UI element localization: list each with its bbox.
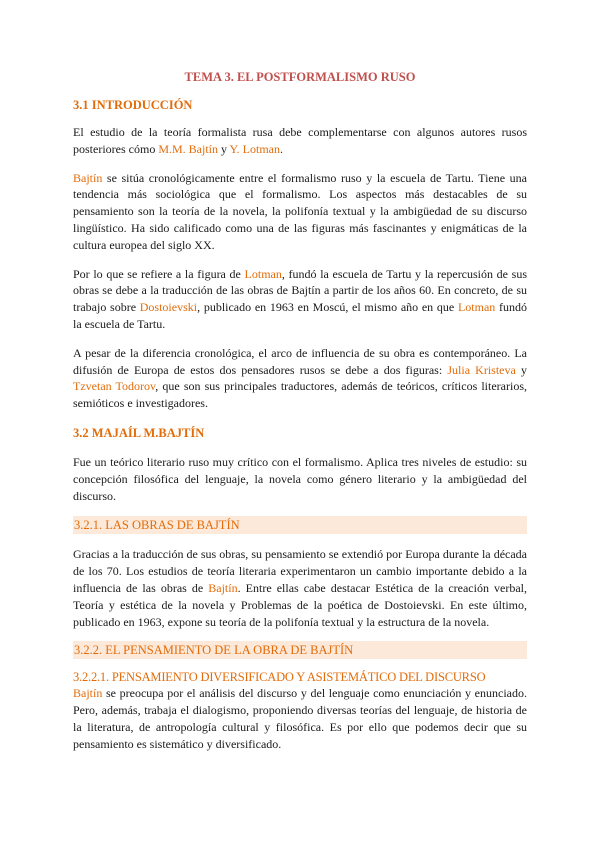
- paragraph-bajtin-intro: [73, 170, 527, 254]
- text-run: y: [515, 362, 528, 377]
- author-link-bajtin: Bajtín: [208, 580, 238, 595]
- text-run: .: [280, 141, 283, 156]
- page-title: TEMA 3. EL POSTFORMALISMO RUSO: [184, 70, 416, 84]
- paragraph-influencia: [73, 345, 527, 412]
- author-link-bajtin: M.M. Bajtín: [158, 141, 218, 156]
- paragraph-bajtin-teorico: Fue un teórico literario ruso muy crítico con el formalismo. Aplica tres niveles de estudio: su concepción filosófica del lenguaje, la novela como género literario y la ambigüedad del discurso.: [73, 454, 527, 503]
- author-link-bajtin: Bajtín: [73, 686, 103, 701]
- author-link-lotman: Lotman: [457, 300, 496, 315]
- author-link-lotman: Y. Lotman: [229, 141, 280, 156]
- text-run: El estudio de la teoría formalista rusa debe complementarse con algunos autores rusos posteriores cómo: [73, 125, 527, 156]
- author-link-bajtin: Bajtín: [73, 170, 103, 185]
- text-run: , que son sus principales traductores, además de teóricos, críticos literarios, semióticos e investigadores.: [73, 379, 528, 411]
- section-heading-bajtin: 3.2 MAJAÍL M.BAJTÍN: [73, 425, 205, 440]
- text-run: se sitúa cronológicamente entre el formalismo ruso y la escuela de Tartu. Tiene una tendencia más sociológica que el formalismo. Los aspectos más destacables de su pensamiento son la teoría de la novela, la polifonía textual y la ambigüedad de su discurso lingüístico. Ha sido calificado como una de las figuras más fascinantes y enigmáticas de la cultura europea del siglo XX.: [73, 170, 527, 252]
- subsubsection-heading-diversificado: 3.2.2.1. PENSAMIENTO DIVERSIFICADO Y ASISTEMÁTICO DEL DISCURSO: [73, 670, 486, 685]
- author-link-dostoievski: Dostoievski: [139, 300, 198, 315]
- text-run: se preocupa por el análisis del discurso y del lenguaje como enunciación y enunciado. Pero, además, trabaja el dialogismo, proponiendo diversas teorías del lenguaje, de historia de la literatura, de antropología cultural y filosófica. Es por ello que podemos decir que su pensamiento es sistemático y diversificado.: [73, 686, 527, 751]
- text-run: . Entre ellas cabe destacar Estética de la creación verbal, Teoría y estética de la novela y Problemas de la poética de Dostoievski. En este último, publicado en 1963, expone su teoría de la polifonía textual y la estructura de la novela.: [73, 580, 528, 629]
- text-run: A pesar de la diferencia cronológica, el arco de influencia de su obra es contemporáneo. La difusión de Europa de estos dos pensadores rusos se debe a dos figuras:: [73, 345, 527, 377]
- text-run: Por lo que se refiere a la figura de: [73, 266, 245, 281]
- document-body: [73, 68, 527, 753]
- section-heading-introduccion: 3.1 INTRODUCCIÓN: [73, 98, 193, 112]
- text-run: y: [217, 141, 230, 156]
- text-run: , publicado en 1963 en Moscú, el mismo año en que: [197, 300, 458, 315]
- author-link-lotman: Lotman: [244, 266, 282, 281]
- paragraph-intro: [73, 124, 527, 158]
- text-run: fundó la escuela de Tartu.: [73, 300, 527, 331]
- text-run: Gracias a la traducción de sus obras, su pensamiento se extendió por Europa durante la década de los 70. Los estudios de teoría literaria experimentaron un cambio importante debido a la influencia de las obras de: [73, 547, 527, 595]
- paragraph-lotman: [73, 266, 527, 333]
- subsection-heading-obras: 3.2.1. LAS OBRAS DE BAJTÍN: [73, 516, 527, 534]
- paragraph-discurso: [73, 685, 527, 752]
- subsection-heading-pensamiento: 3.2.2. EL PENSAMIENTO DE LA OBRA DE BAJTÍN: [73, 641, 527, 659]
- author-link-todorov: Tzvetan Todorov: [73, 379, 156, 394]
- author-link-kristeva: Julia Kristeva: [447, 362, 516, 377]
- text-run: , fundó la escuela de Tartu y la repercusión de sus obras se debe a la traducción de las obras de Bajtín a partir de los años 60. En concreto, de su trabajo sobre: [73, 266, 528, 315]
- paragraph-obras: [73, 546, 527, 630]
